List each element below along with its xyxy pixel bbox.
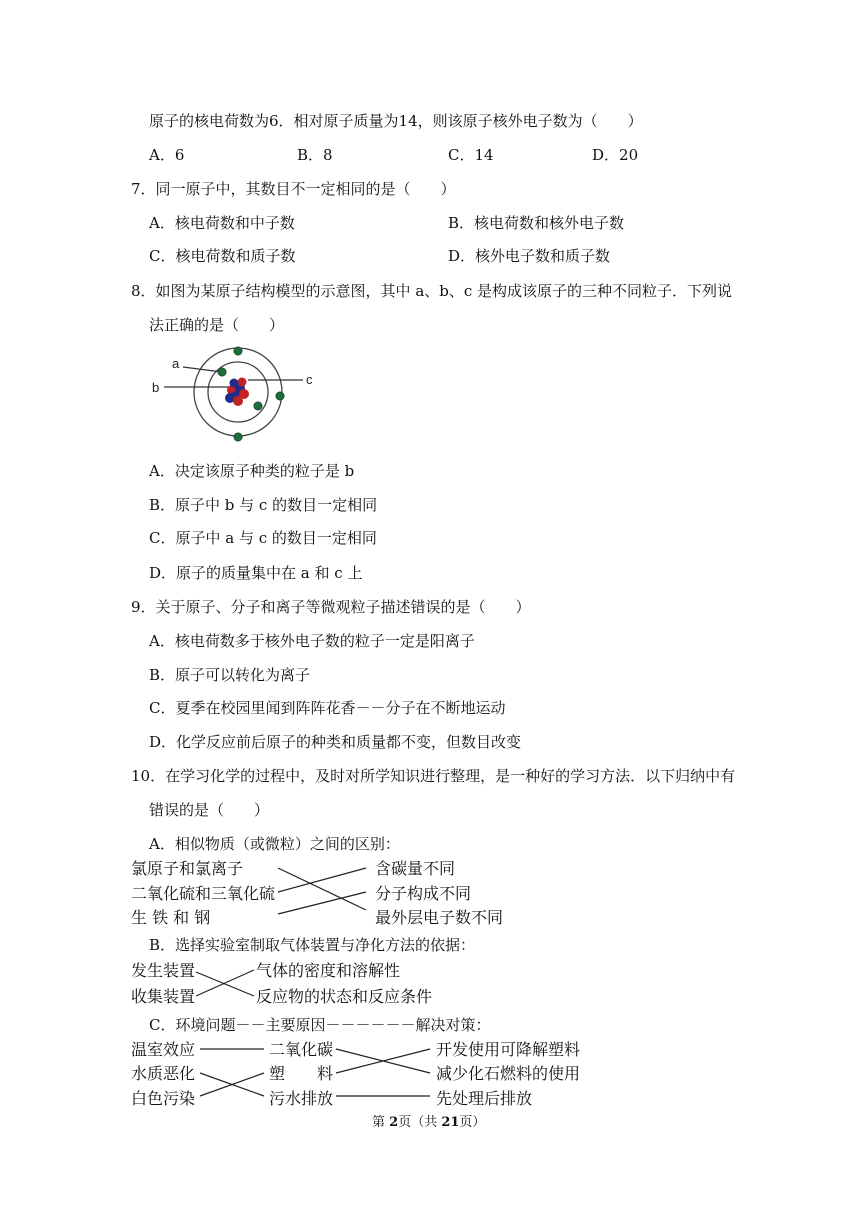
q7-option-d: D．核外电子数和质子数 xyxy=(448,247,611,265)
q6-option-d: D．20 xyxy=(592,146,639,164)
label-a: a xyxy=(172,356,180,371)
label-c: c xyxy=(306,372,313,387)
opt-c-right-item: 先处理后排放 xyxy=(436,1089,533,1108)
q10-option-a-title: A．相似物质（或微粒）之间的区别： xyxy=(149,835,400,853)
q10-stem-line1: 10．在学习化学的过程中，及时对所学知识进行整理，是一种好的学习方法．以下归纳中有 xyxy=(131,767,736,785)
opt-a-left-item: 二氧化硫和三氧化硫 xyxy=(131,884,276,903)
q6-stem: 原子的核电荷数为6．相对原子质量为14，则该原子核外电子数为（ ） xyxy=(149,112,643,130)
opt-b-right-item: 反应物的状态和反应条件 xyxy=(256,987,433,1006)
opt-a-matching-lines xyxy=(270,858,374,918)
q10-stem-line2: 错误的是（ ） xyxy=(149,801,270,819)
q6-option-c: C．14 xyxy=(448,146,494,164)
q8-option-d: D．原子的质量集中在 a 和 c 上 xyxy=(149,564,363,582)
q9-option-b: B．原子可以转化为离子 xyxy=(149,666,311,684)
q7-option-b: B．核电荷数和核外电子数 xyxy=(448,214,625,232)
opt-c-left-item: 白色污染 xyxy=(131,1089,196,1108)
opt-c-mid-item: 二氧化碳 xyxy=(269,1040,334,1059)
opt-a-right-item: 分子构成不同 xyxy=(375,884,472,903)
q10-option-c-title: C．环境问题－－主要原因－－－－－－解决对策： xyxy=(149,1016,491,1034)
current-page: 2 xyxy=(389,1115,399,1130)
opt-a-left-item: 氯原子和氯离子 xyxy=(131,859,244,878)
q7-option-c: C．核电荷数和质子数 xyxy=(149,247,296,265)
opt-b-left-item: 发生装置 xyxy=(131,961,196,980)
opt-c-right-item: 开发使用可降解塑料 xyxy=(436,1040,581,1059)
q9-option-c: C．夏季在校园里闻到阵阵花香－－分子在不断地运动 xyxy=(149,699,506,717)
q7-option-a: A．核电荷数和中子数 xyxy=(149,214,295,232)
q7-stem: 7．同一原子中，其数目不一定相同的是（ ） xyxy=(131,180,456,198)
opt-a-right-item: 含碳量不同 xyxy=(375,859,456,878)
opt-c-mid-item: 污水排放 xyxy=(269,1089,334,1108)
opt-a-right-item: 最外层电子数不同 xyxy=(375,908,504,927)
q8-option-b: B．原子中 b 与 c 的数目一定相同 xyxy=(149,496,378,514)
q9-stem: 9．关于原子、分子和离子等微观粒子描述错误的是（ ） xyxy=(131,598,531,616)
q8-option-c: C．原子中 a 与 c 的数目一定相同 xyxy=(149,529,377,547)
opt-b-right-item: 气体的密度和溶解性 xyxy=(256,961,401,980)
q6-option-b: B．8 xyxy=(297,146,333,164)
opt-c-left-item: 水质恶化 xyxy=(131,1064,196,1083)
q8-option-a: A．决定该原子种类的粒子是 b xyxy=(149,462,355,480)
opt-c-matching-lines xyxy=(196,1040,436,1102)
opt-c-left-item: 温室效应 xyxy=(131,1040,196,1059)
page-footer: 第 2页（共 21页） xyxy=(372,1115,486,1130)
q8-stem-line2: 法正确的是（ ） xyxy=(149,316,285,334)
q9-option-a: A．核电荷数多于核外电子数的粒子一定是阳离子 xyxy=(149,632,475,650)
total-pages: 21 xyxy=(441,1115,460,1130)
nucleus-icon xyxy=(225,378,249,407)
opt-b-left-item: 收集装置 xyxy=(131,987,196,1006)
q6-option-a: A．6 xyxy=(149,146,185,164)
opt-b-matching-lines xyxy=(194,960,256,1004)
opt-a-left-item: 生 铁 和 钢 xyxy=(131,908,211,927)
atom-model-figure xyxy=(148,342,318,448)
q8-stem-line1: 8．如图为某原子结构模型的示意图，其中 a、b、c 是构成该原子的三种不同粒子．下列说 xyxy=(131,282,733,300)
label-b: b xyxy=(152,380,160,395)
opt-c-right-item: 减少化石燃料的使用 xyxy=(436,1064,581,1083)
q9-option-d: D．化学反应前后原子的种类和质量都不变，但数目改变 xyxy=(149,733,522,751)
opt-c-mid-item: 塑 料 xyxy=(269,1064,334,1083)
q10-option-b-title: B．选择实验室制取气体装置与净化方法的依据： xyxy=(149,936,476,954)
